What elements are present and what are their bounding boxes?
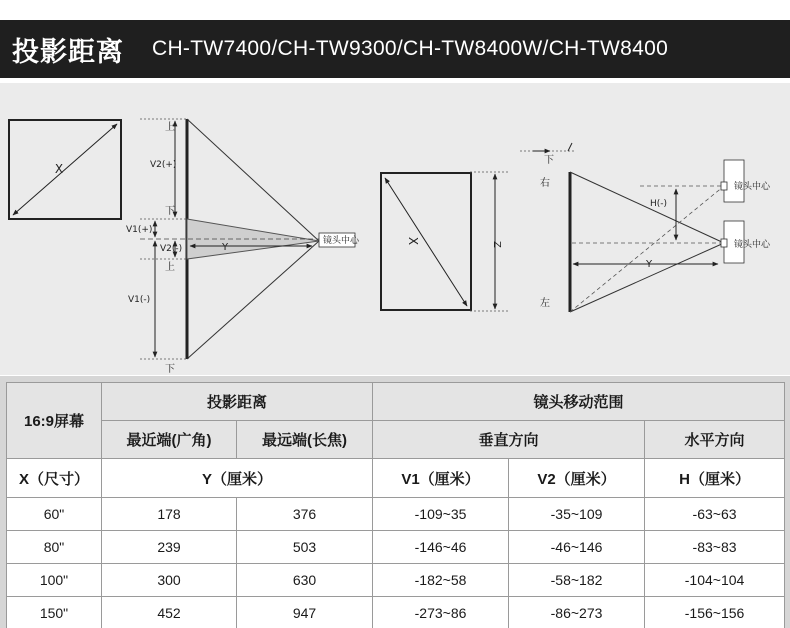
cell-v2: -86~273 xyxy=(509,597,645,628)
table-row xyxy=(7,564,785,597)
cell-size: 100" xyxy=(7,564,102,597)
cell-wide: 452 xyxy=(102,597,237,628)
cell-h: -83~83 xyxy=(645,531,785,564)
wide-header: 最近端(广角) xyxy=(102,421,237,459)
cell-h: -63~63 xyxy=(645,498,785,531)
cell-tele: 630 xyxy=(237,564,373,597)
cell-size: 150" xyxy=(7,597,102,628)
cell-tele: 947 xyxy=(237,597,373,628)
cell-v1: -146~46 xyxy=(373,531,509,564)
throw-distance-table xyxy=(6,382,785,628)
cell-size: 60" xyxy=(7,498,102,531)
left-up-mid: 上 xyxy=(165,262,175,273)
cell-v2: -46~146 xyxy=(509,531,645,564)
col-x-header: X（尺寸） xyxy=(7,459,102,498)
cell-tele: 503 xyxy=(237,531,373,564)
table-row xyxy=(7,531,785,564)
left-up-top: 上 xyxy=(165,122,175,133)
right-screen-front xyxy=(381,172,510,311)
cell-h: -104~104 xyxy=(645,564,785,597)
cell-v2: -35~109 xyxy=(509,498,645,531)
right-z-label: Z xyxy=(491,241,502,248)
cell-v1: -182~58 xyxy=(373,564,509,597)
right-h-minus: H(-) xyxy=(650,199,668,209)
left-lens-center: 镜头中心 xyxy=(323,236,360,246)
col-v2-header: V2（厘米） xyxy=(509,459,645,498)
right-lens-center-bottom: 镜头中心 xyxy=(734,240,771,250)
vertical-header: 垂直方向 xyxy=(373,421,645,459)
right-down-label: 下 xyxy=(544,155,554,166)
cell-size: 80" xyxy=(7,531,102,564)
right-left-label: 左 xyxy=(540,298,550,309)
left-v2-minus: V2(-) xyxy=(160,244,183,254)
cell-wide: 300 xyxy=(102,564,237,597)
cell-h: -156~156 xyxy=(645,597,785,628)
right-x-label: X xyxy=(406,236,420,246)
left-x-label: X xyxy=(54,162,64,176)
cell-v1: -273~86 xyxy=(373,597,509,628)
cell-v2: -58~182 xyxy=(509,564,645,597)
right-right-label: 右 xyxy=(540,178,550,189)
left-y-label: Y xyxy=(222,242,229,253)
spec-table-panel xyxy=(0,376,790,628)
model-list: CH-TW7400/CH-TW9300/CH-TW8400W/CH-TW8400 xyxy=(152,37,669,60)
left-side-view xyxy=(126,119,360,375)
col-y-header: Y（厘米） xyxy=(102,459,373,498)
cell-wide: 178 xyxy=(102,498,237,531)
left-v1-plus: V1(+) xyxy=(126,225,153,235)
cell-wide: 239 xyxy=(102,531,237,564)
table-row xyxy=(7,597,785,628)
col-v1-header: V1（厘米） xyxy=(373,459,509,498)
title-bar xyxy=(0,20,790,78)
projection-diagram xyxy=(0,83,790,375)
left-v1-minus: V1(-) xyxy=(128,295,151,305)
right-y-label: Y xyxy=(646,259,653,270)
col-h-header: H（厘米） xyxy=(645,459,785,498)
horizontal-header: 水平方向 xyxy=(645,421,785,459)
lens-shift-header: 镜头移动范围 xyxy=(373,383,785,421)
left-screen-front xyxy=(9,120,121,219)
throw-distance-header: 投影距离 xyxy=(102,383,373,421)
cell-tele: 376 xyxy=(237,498,373,531)
table-row xyxy=(7,498,785,531)
page-title: 投影距离 xyxy=(12,36,124,67)
cell-v1: -109~35 xyxy=(373,498,509,531)
right-top-view xyxy=(520,143,771,312)
tele-header: 最远端(长焦) xyxy=(237,421,373,459)
projection-diagram-svg xyxy=(0,83,790,375)
left-v2-plus: V2(+) xyxy=(150,160,177,170)
left-down-mid: 下 xyxy=(165,206,175,217)
left-down-bottom: 下 xyxy=(165,364,175,375)
corner-header: 16:9屏幕 xyxy=(7,383,102,459)
right-lens-center-top: 镜头中心 xyxy=(734,182,771,192)
